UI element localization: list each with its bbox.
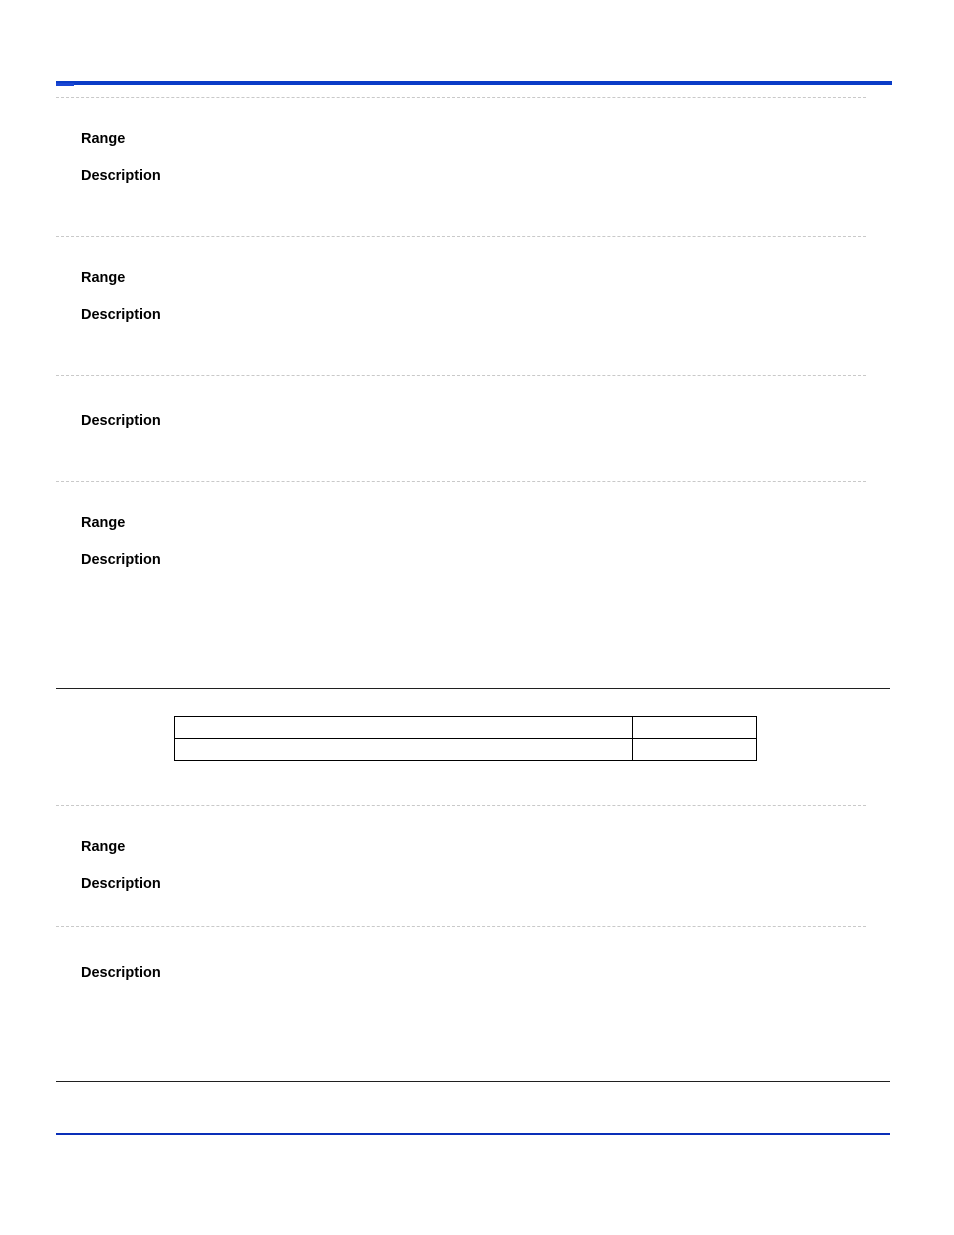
header-rule bbox=[56, 81, 892, 85]
description-label: Description bbox=[81, 965, 161, 981]
range-label: Range bbox=[81, 839, 126, 855]
section-separator bbox=[56, 97, 866, 98]
table-cell bbox=[175, 717, 633, 739]
description-label: Description bbox=[81, 168, 161, 184]
data-table bbox=[174, 716, 757, 761]
description-label: Description bbox=[81, 876, 161, 892]
section-separator bbox=[56, 481, 866, 482]
section-separator bbox=[56, 926, 866, 927]
description-label: Description bbox=[81, 552, 161, 568]
section-separator bbox=[56, 375, 866, 376]
range-label: Range bbox=[81, 131, 126, 147]
range-label: Range bbox=[81, 270, 126, 286]
table-row bbox=[175, 717, 757, 739]
header-rule-accent bbox=[56, 83, 74, 86]
table-cell bbox=[175, 739, 633, 761]
section-separator bbox=[56, 236, 866, 237]
section-separator bbox=[56, 805, 866, 806]
table-row bbox=[175, 739, 757, 761]
table-cell bbox=[633, 739, 757, 761]
description-label: Description bbox=[81, 307, 161, 323]
description-label: Description bbox=[81, 413, 161, 429]
section-rule bbox=[56, 688, 890, 689]
section-rule bbox=[56, 1081, 890, 1082]
table-cell bbox=[633, 717, 757, 739]
range-label: Range bbox=[81, 515, 126, 531]
footer-rule bbox=[56, 1133, 890, 1135]
